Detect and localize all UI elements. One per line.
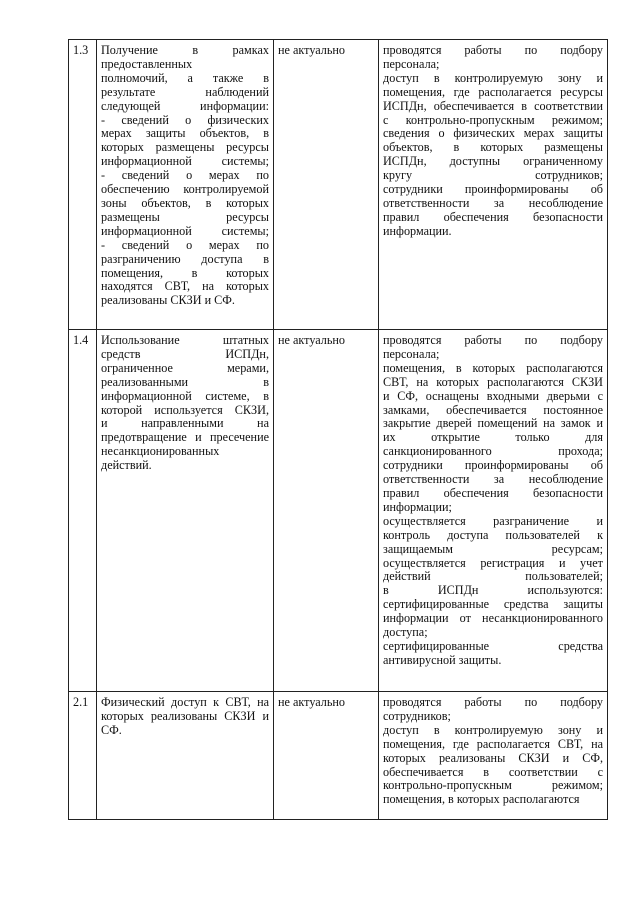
text-line: сведения о физических мерах защиты [383,126,603,141]
relevance-status: не актуально [274,330,379,692]
text-line: доступ в контролируемую зону и [383,722,603,737]
text-line: ответственности за несоблюдение [383,472,603,487]
text-line: размещены ресурсы [101,209,269,224]
text-line: объектов, в которых размещены [383,140,603,155]
text-line: мерах защиты объектов, в [101,126,269,141]
text-line: полномочий, а также в [101,70,269,85]
protection-measures [379,692,608,820]
text-line: ответственности за несоблюдение [383,195,603,210]
text-line: разграничению доступа в [101,251,269,266]
relevance-status: не актуально [274,40,379,330]
table-row [69,330,608,692]
text-line: помещения, где располагается ресурсы [383,84,603,99]
table-row [69,692,608,820]
text-line: закрытие дверей помещений на замок и [383,416,603,431]
text-line: предоставленных [101,56,193,71]
text-line: проводятся работы по подбору [383,43,603,57]
text-line: и направленными на [101,416,269,431]
text-line: персонала; [383,56,440,71]
text-line: сотрудники проинформированы об [383,458,603,473]
text-line: ИСПДн, обеспечивается в соответствии [383,98,603,113]
text-line: проводятся работы по подбору [383,695,603,709]
text-line: доступа; [383,625,428,640]
text-line: правил обеспечения безопасности [383,209,603,224]
text-line: Использование штатных [101,333,269,347]
text-line: следующей информации: [101,98,269,113]
protection-measures [379,330,608,692]
text-line: помещения, где располагается СВТ, на [383,736,603,751]
text-line: информации от несанкционированного [383,611,603,626]
text-line: несанкционированных [101,444,220,459]
text-line: которой используется СКЗИ, [101,402,269,417]
text-line: антивирусной защиты. [383,652,502,667]
text-line: с контрольно-пропускным режимом; [383,112,603,127]
text-line: доступ в контролируемую зону и [383,70,603,85]
text-line: информационной системы; [101,223,269,238]
text-line: санкционированного прохода; [383,444,603,459]
text-line: проводятся работы по подбору [383,333,603,347]
text-line: персонала; [383,346,440,361]
text-line: помещения, в которых располагаются [383,792,580,807]
threat-description [97,692,274,820]
text-line: защищаемым ресурсам; [383,541,603,556]
text-line: их открытие только для [383,430,603,445]
threats-table-body [69,40,608,820]
text-line: действий пользователей; [383,569,603,584]
threats-table [68,39,608,820]
text-line: обеспечивается в соответствии с [383,764,603,779]
threat-description [97,40,274,330]
text-line: помещения, в которых [101,265,269,280]
row-number: 2.1 [69,692,97,820]
text-line: информационной системе, в [101,388,269,403]
table-row [69,40,608,330]
text-line: СВТ, на которых располагаются СКЗИ [383,374,603,389]
text-line: контроль доступа пользователей к [383,527,603,542]
row-number: 1.4 [69,330,97,692]
text-line: Получение в рамках [101,43,269,57]
text-line: информационной системы; [101,154,269,169]
text-line: - сведений о мерах по [101,168,269,183]
text-line: сотрудники проинформированы об [383,182,603,197]
protection-measures [379,40,608,330]
text-line: правил обеспечения безопасности [383,485,603,500]
text-line: сертифицированные средства [383,638,603,653]
text-line: информации; [383,499,452,514]
text-line: сертифицированные средства защиты [383,597,603,612]
text-line: помещения, в которых располагаются [383,360,603,375]
text-line: результате наблюдений [101,84,269,99]
text-line: контрольно-пропускным режимом; [383,778,603,793]
text-line: сотрудников; [383,708,451,723]
text-line: которых реализованы СКЗИ и [101,708,269,723]
text-line: информации. [383,223,452,238]
text-line: кругу сотрудников; [383,168,603,183]
text-line: в ИСПДн используются: [383,583,603,598]
text-line: осуществляется регистрация и учет [383,555,603,570]
text-line: осуществляется разграничение и [383,513,603,528]
text-line: СФ. [101,722,122,737]
text-line: ограниченное мерами, [101,360,269,375]
text-line: предотвращение и пресечение [101,430,269,445]
text-line: которых размещены ресурсы [101,140,269,155]
text-line: действий. [101,458,152,473]
text-line: находятся СВТ, на которых [101,279,269,294]
text-line: реализованными в [101,374,269,389]
relevance-status: не актуально [274,692,379,820]
text-line: средств ИСПДн, [101,346,269,361]
text-line: зоны объектов, в которых [101,195,269,210]
text-line: реализованы СКЗИ и СФ. [101,293,235,308]
row-number: 1.3 [69,40,97,330]
text-line: ИСПДн, доступны ограниченному [383,154,603,169]
text-line: - сведений о мерах по [101,237,269,252]
text-line: - сведений о физических [101,112,269,127]
text-line: Физический доступ к СВТ, на [101,695,269,709]
text-line: обеспечению контролируемой [101,182,269,197]
threat-description [97,330,274,692]
text-line: замками, обеспечивается постоянное [383,402,603,417]
text-line: которых реализованы СКЗИ и СФ, [383,750,603,765]
text-line: и СФ, оснащены входными дверьми с [383,388,603,403]
